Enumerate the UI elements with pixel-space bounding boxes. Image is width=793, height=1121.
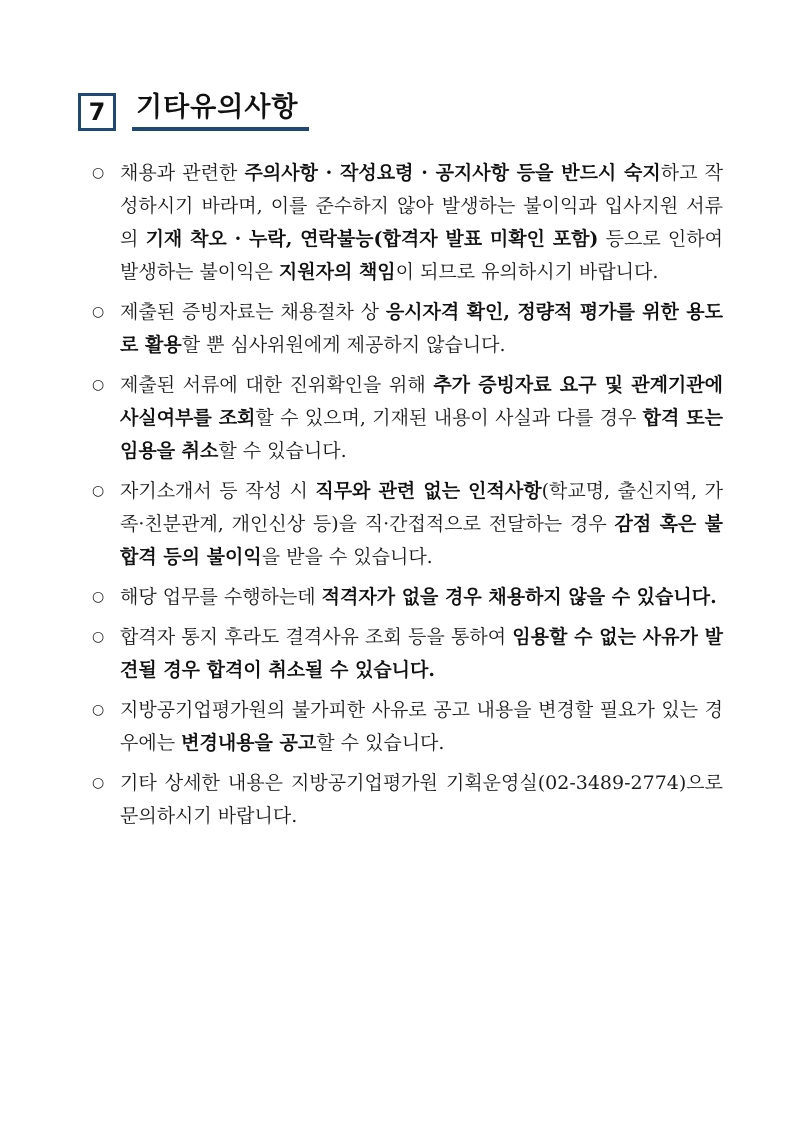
bullet-text-run: 해당 업무를 수행하는데 <box>120 586 322 608</box>
bullet-text-run: 제출된 서류에 대한 진위확인을 위해 <box>120 374 434 396</box>
bullet-text-bold-run: 직무와 관련 없는 인적사항 <box>315 480 542 502</box>
bullet-item <box>92 296 723 362</box>
bullet-text <box>120 296 723 362</box>
bullet-marker-icon: ○ <box>92 775 105 791</box>
bullet-text <box>120 621 723 687</box>
bullet-text-run: 제출된 증빙자료는 채용절차 상 <box>120 301 386 323</box>
bullet-marker-icon: ○ <box>92 589 105 605</box>
bullet-text-run: 할 수 있으며, 기재된 내용이 사실과 다를 경우 <box>255 407 643 429</box>
bullet-marker-icon: ○ <box>92 304 105 320</box>
bullet-text-bold-run: 추가 증빙자료 요구 및 관계기관에 사실여부를 조회 <box>120 374 723 429</box>
bullet-text-run: 할 뿐 심사위원에게 제공하지 않습니다. <box>181 334 506 356</box>
bullet-text-run: 지방공기업평가원의 불가피한 사유로 공고 내용을 변경할 필요가 있는 경우에는 <box>120 699 723 754</box>
bullet-item <box>92 581 723 614</box>
bullet-item <box>92 157 723 289</box>
bullet-text <box>120 369 723 468</box>
bullet-text-bold-run: 합격 또는 임용을 취소 <box>120 407 724 462</box>
section-number-box <box>78 93 116 131</box>
bullet-text <box>120 767 723 833</box>
bullet-text-bold-run: 적격자가 없을 경우 채용하지 않을 수 있습니다. <box>321 586 717 608</box>
bullet-text-run: 할 수 있습니다. <box>316 732 445 754</box>
bullet-text <box>120 157 723 289</box>
bullet-marker-icon: ○ <box>92 165 105 181</box>
bullet-text-run: 기타 상세한 내용은 지방공기업평가원 기획운영실(02-3489-2774)으로 문의하시기 바랍니다. <box>120 772 723 827</box>
bullet-item <box>92 767 723 833</box>
bullet-text-run: 자기소개서 등 작성 시 <box>120 480 316 502</box>
bullet-item <box>92 621 723 687</box>
bullet-item <box>92 694 723 760</box>
section-title: 기타유의사항 <box>136 92 299 124</box>
bullet-text-run: (학교명, 출신지역, 가족·친분관계, 개인신상 등)을 직·간접적으로 전달하는 경우 <box>120 480 723 535</box>
bullet-text-run: 합격자 통지 후라도 결격사유 조회 등을 통하여 <box>120 626 513 648</box>
bullet-text-run: 등으로 인하여 발생하는 불이익은 <box>120 228 723 283</box>
bullet-marker-icon: ○ <box>92 629 105 645</box>
bullet-text-run: 하고 작성하시기 바라며, 이를 준수하지 않아 발생하는 불이익과 입사지원 서류의 <box>120 162 723 250</box>
section-title-block <box>132 93 309 131</box>
bullet-text-run: 채용과 관련한 <box>120 162 245 184</box>
bullet-item <box>92 369 723 468</box>
bullet-text <box>120 694 723 760</box>
bullet-text-run: 할 수 있습니다. <box>218 440 347 462</box>
bullet-text-bold-run: 임용할 수 없는 사유가 발견될 경우 합격이 취소될 수 있습니다. <box>120 626 724 681</box>
bullet-marker-icon: ○ <box>92 483 105 499</box>
bullet-list <box>78 157 723 833</box>
section-number: 7 <box>88 98 106 126</box>
bullet-text-bold-run: 주의사항 · 작성요령 · 공지사항 등을 반드시 숙지 <box>244 162 661 184</box>
bullet-text-bold-run: 감점 혹은 불합격 등의 불이익 <box>120 513 724 568</box>
bullet-text-bold-run: 응시자격 확인, 정량적 평가를 위한 용도로 활용 <box>120 301 724 356</box>
bullet-text-bold-run: 지원자의 책임 <box>278 261 396 283</box>
bullet-text-bold-run: 기재 착오 · 누락, 연락불능(합격자 발표 미확인 포함) <box>145 228 599 250</box>
bullet-text <box>120 581 723 614</box>
bullet-text-run: 이 되므로 유의하시기 바랍니다. <box>395 261 659 283</box>
bullet-item <box>92 475 723 574</box>
bullet-text-bold-run: 변경내용을 공고 <box>181 732 317 754</box>
bullet-marker-icon: ○ <box>92 377 105 393</box>
section-header <box>78 93 723 131</box>
bullet-text-run: 을 받을 수 있습니다. <box>261 546 433 568</box>
bullet-text <box>120 475 723 574</box>
bullet-marker-icon: ○ <box>92 702 105 718</box>
